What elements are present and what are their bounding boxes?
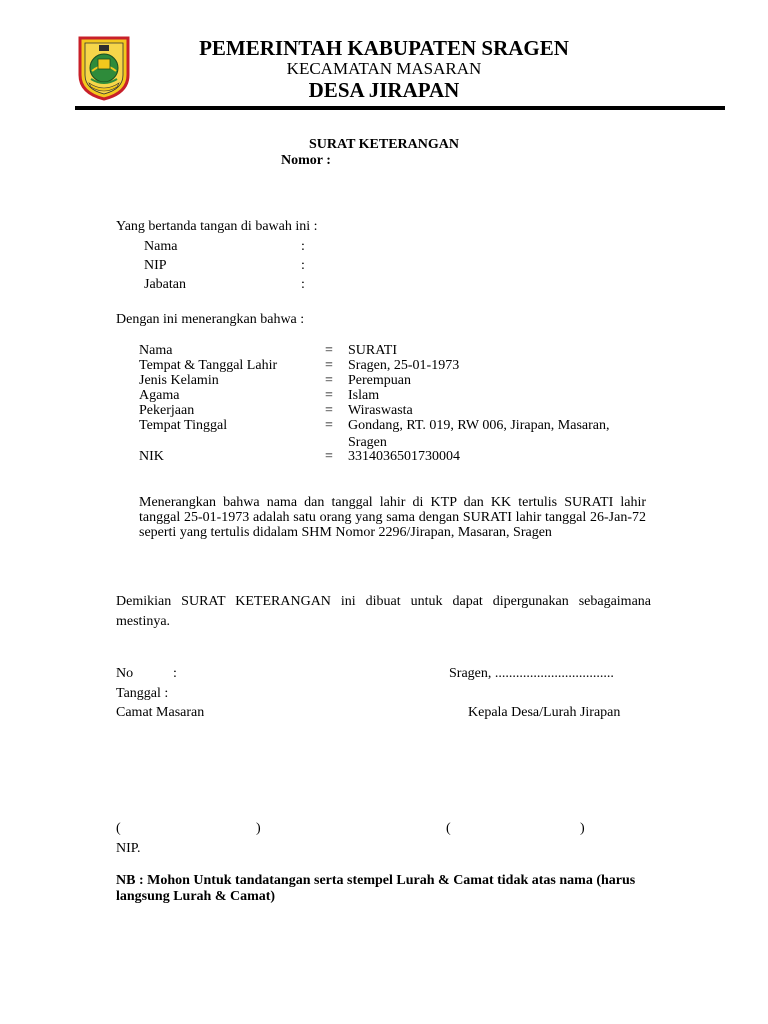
signer-position-sep: :: [301, 277, 305, 292]
village-head-sign-close: ): [580, 821, 585, 836]
signer-nip-sep: :: [301, 258, 305, 273]
person-gender-sep: =: [325, 373, 333, 388]
person-occupation-label: Pekerjaan: [139, 403, 195, 418]
camat-office: Camat Masaran: [116, 705, 205, 720]
place-date: Sragen, ..................................: [449, 666, 614, 681]
person-nik-sep: =: [325, 449, 333, 464]
signer-nip-label: NIP: [144, 258, 167, 273]
person-religion-value: Islam: [348, 388, 380, 403]
letterhead-government: PEMERINTAH KABUPATEN SRAGEN: [199, 36, 569, 60]
camat-sign-open: (: [116, 821, 121, 836]
signer-name-sep: :: [301, 239, 305, 254]
declaration-text: Dengan ini menerangkan bahwa :: [116, 312, 305, 327]
person-address-label: Tempat Tinggal: [139, 418, 228, 433]
person-name-value: SURATI: [348, 343, 398, 358]
camat-sign-close: ): [256, 821, 261, 836]
statement-paragraph: Menerangkan bahwa nama dan tanggal lahir di KTP dan KK tertulis SURATI lahir tanggal 25-01-1973 adalah satu orang yang sama dengan SURATI lahir tanggal 26-Jan-72 seperti yang tertulis didalam SHM Nomor 2296/Jirapan, Masaran, Sragen: [139, 495, 646, 540]
note-text: NB : Mohon Untuk tandatangan serta stempel Lurah & Camat tidak atas nama (harus langsung Lurah & Camat): [116, 873, 636, 904]
person-address-value: Gondang, RT. 019, RW 006, Jirapan, Masaran, Sragen: [348, 418, 610, 450]
person-gender-label: Jenis Kelamin: [139, 373, 219, 388]
person-gender-value: Perempuan: [348, 373, 411, 388]
camat-nip: NIP.: [116, 841, 141, 856]
signer-position-label: Jabatan: [144, 277, 186, 292]
intro-text: Yang bertanda tangan di bawah ini :: [116, 219, 318, 234]
person-name-sep: =: [325, 343, 333, 358]
person-nik-value: 3314036501730004: [348, 449, 460, 464]
letter-no-label: No: [116, 666, 134, 681]
person-birth-label: Tempat & Tanggal Lahir: [139, 358, 278, 373]
person-nik-label: NIK: [139, 449, 164, 464]
letter-date-label: Tanggal :: [116, 686, 169, 701]
document-number-label: Nomor :: [281, 153, 331, 168]
person-religion-sep: =: [325, 388, 333, 403]
letter-no-sep: :: [173, 666, 177, 681]
person-occupation-sep: =: [325, 403, 333, 418]
person-occupation-value: Wiraswasta: [348, 403, 413, 418]
person-birth-sep: =: [325, 358, 333, 373]
person-religion-label: Agama: [139, 388, 180, 403]
letterhead-divider: [75, 106, 725, 110]
person-address-sep: =: [325, 418, 333, 433]
letterhead-district: KECAMATAN MASARAN: [286, 59, 482, 78]
person-birth-value: Sragen, 25-01-1973: [348, 358, 460, 373]
document-title: SURAT KETERANGAN: [308, 137, 459, 152]
village-head-sign-open: (: [446, 821, 451, 836]
village-head-office: Kepala Desa/Lurah Jirapan: [468, 705, 621, 720]
letterhead-village: DESA JIRAPAN: [308, 78, 460, 102]
signer-name-label: Nama: [144, 239, 178, 254]
person-name-label: Nama: [139, 343, 173, 358]
closing-paragraph: Demikian SURAT KETERANGAN ini dibuat untuk dapat dipergunakan sebagaimana mestinya.: [116, 594, 651, 629]
